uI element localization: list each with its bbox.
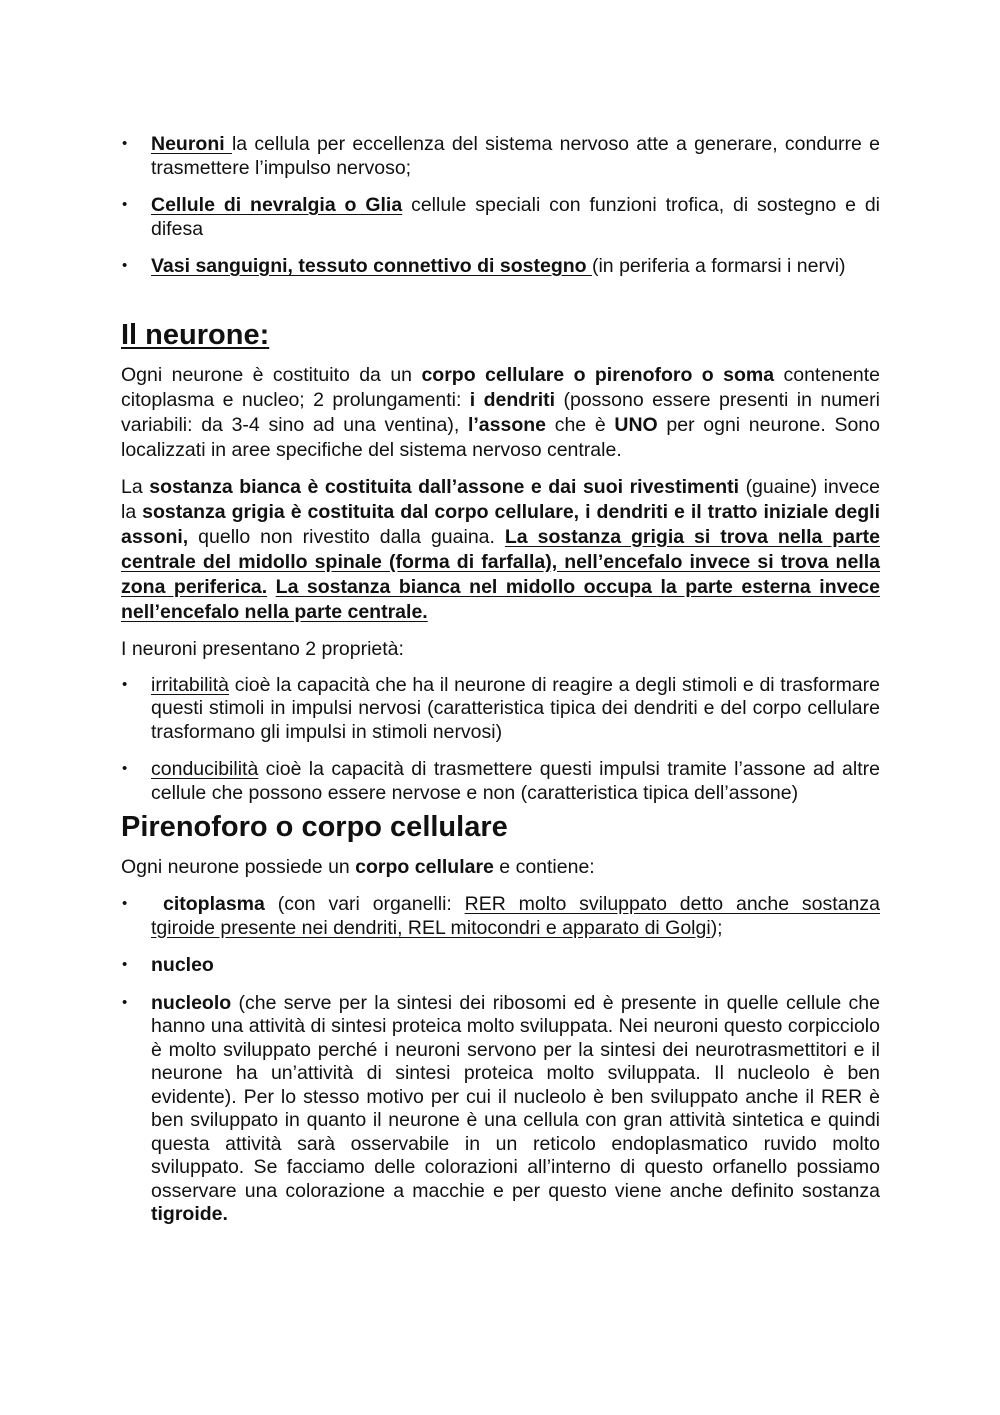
underline-run: RER molto sviluppato detto anche sostanza tgiroide presente nei dendriti, REL mitocondri e apparato di Golgi <box>151 893 880 939</box>
properties-list <box>121 674 880 806</box>
paragraph-corpo-intro <box>121 855 880 880</box>
bullet-icon: • <box>122 993 128 1011</box>
item-text: (che serve per la sintesi dei ribosomi ed è presente in quelle cellule che hanno una attività di sintesi proteica molto sviluppata. Nei neuroni questo corpicciolo è molto sviluppato perché i neuroni servono per la sintesi dei neurotrasmettitori e il neurone ha un’attività di sintesi proteica molto sviluppata. Il nucleolo è ben evidente). Per lo stesso motivo per cui il nucleolo è ben sviluppato anche il RER è ben sviluppato in quanto il neurone è una cellula con gran attività sintetica e quindi questa attività sarà osservabile in un reticolo endoplasmatico ruvido molto sviluppato. Se facciamo delle colorazioni all’interno di questo orfanello possiamo osservare una colorazione a macchie e per questo viene anche definito sostanza <box>151 991 880 1202</box>
text-run: Ogni neurone possiede un <box>121 856 356 878</box>
item-text: cellule speciali con funzioni trofica, di sostegno e di difesa <box>151 194 880 240</box>
term-nucleo: nucleo <box>151 954 214 976</box>
text-run: ); <box>710 916 723 939</box>
term-tigroide: tigroide. <box>151 1203 228 1225</box>
paragraph-neurone-structure <box>121 363 880 463</box>
list-item <box>121 893 880 940</box>
bullet-icon: • <box>122 257 128 274</box>
term-nucleolo: nucleolo <box>151 991 232 1014</box>
text-run: (possono essere presenti in numeri variabili: da 3-4 sino ad una ventina), <box>121 388 880 436</box>
text-run: per ogni neurone. Sono localizzati in aree specifiche del sistema nervoso centrale. <box>121 413 881 461</box>
text-run: La <box>121 475 150 498</box>
bold-run: corpo cellulare o pirenoforo o soma <box>421 363 775 386</box>
paragraph-proprieta: I neuroni presentano 2 proprietà: <box>121 637 404 660</box>
bold-run: i dendriti <box>469 388 556 411</box>
section-heading-pirenoforo: Pirenoforo o corpo cellulare <box>121 811 508 843</box>
text-run: (con vari organelli: <box>264 893 465 915</box>
list-item <box>121 255 880 279</box>
bullet-icon: • <box>122 135 128 152</box>
text-run: contenente citoplasma e nucleo; 2 prolungamenti: <box>121 363 880 411</box>
list-item <box>121 674 880 745</box>
term-conducibilita: conducibilità <box>151 758 259 780</box>
text-run: che è <box>546 413 615 436</box>
text-run: (guaine) invece la <box>121 475 881 523</box>
item-text: cioè la capacità che ha il neurone di reagire a degli stimoli e di trasformare questi stimoli in impulsi nervosi (caratteristica tipica dei dendriti e del corpo cellulare trasformano gli impulsi in stimoli nervosi) <box>151 673 880 743</box>
list-item <box>121 194 880 241</box>
text-run: Ogni neurone è costituito da un <box>121 363 422 386</box>
paragraph-sostanza <box>121 475 880 625</box>
section-heading-neurone: Il neurone: <box>121 318 270 351</box>
bold-run: sostanza grigia è costituita dal corpo cellulare, i dendriti e il tratto iniziale degli assoni, <box>121 500 880 548</box>
bullet-icon: • <box>122 956 128 973</box>
text-run <box>267 576 276 598</box>
list-item <box>121 133 880 180</box>
list-item <box>121 758 880 805</box>
bullet-icon: • <box>122 196 128 213</box>
bold-run: corpo cellulare <box>355 856 494 878</box>
bullet-icon: • <box>122 760 128 777</box>
item-text: la cellula per eccellenza del sistema nervoso atte a generare, condurre e trasmettere l’impulso nervoso; <box>151 133 881 179</box>
term-vasi: Vasi sanguigni, tessuto connettivo di sostegno <box>151 255 592 277</box>
term-neuroni: Neuroni <box>151 133 232 155</box>
bold-run: UNO <box>614 413 658 436</box>
bold-underline-run: La sostanza grigia si trova nella parte centrale del midollo spinale (forma di farfalla), nell’encefalo invece si trova nella zona periferica. <box>121 525 880 598</box>
text-run: e contiene: <box>493 856 595 878</box>
bold-run: l’assone <box>467 413 547 436</box>
list-item <box>121 992 880 1227</box>
list-item <box>121 954 880 978</box>
term-irritabilita: irritabilità <box>151 673 230 696</box>
intro-list <box>121 133 880 279</box>
item-text: cioè la capacità di trasmettere questi impulsi tramite l’assone ad altre cellule che possono essere nervose e non (caratteristica tipica dell’assone) <box>151 758 880 804</box>
item-text: (in periferia a formarsi i nervi) <box>591 255 846 277</box>
bold-run: sostanza bianca è costituita dall’assone e dai suoi rivestimenti <box>149 475 740 498</box>
term-glia: Cellule di nevralgia o Glia <box>151 194 403 216</box>
organelles-list <box>121 893 880 1227</box>
text-run: quello non rivestito dalla guaina. <box>188 525 505 548</box>
bold-underline-run: La sostanza bianca nel midollo occupa la parte esterna invece nell’encefalo nella parte centrale. <box>121 575 880 623</box>
bullet-icon: • <box>122 895 128 912</box>
term-citoplasma: citoplasma <box>163 893 265 915</box>
bullet-icon: • <box>122 675 128 693</box>
